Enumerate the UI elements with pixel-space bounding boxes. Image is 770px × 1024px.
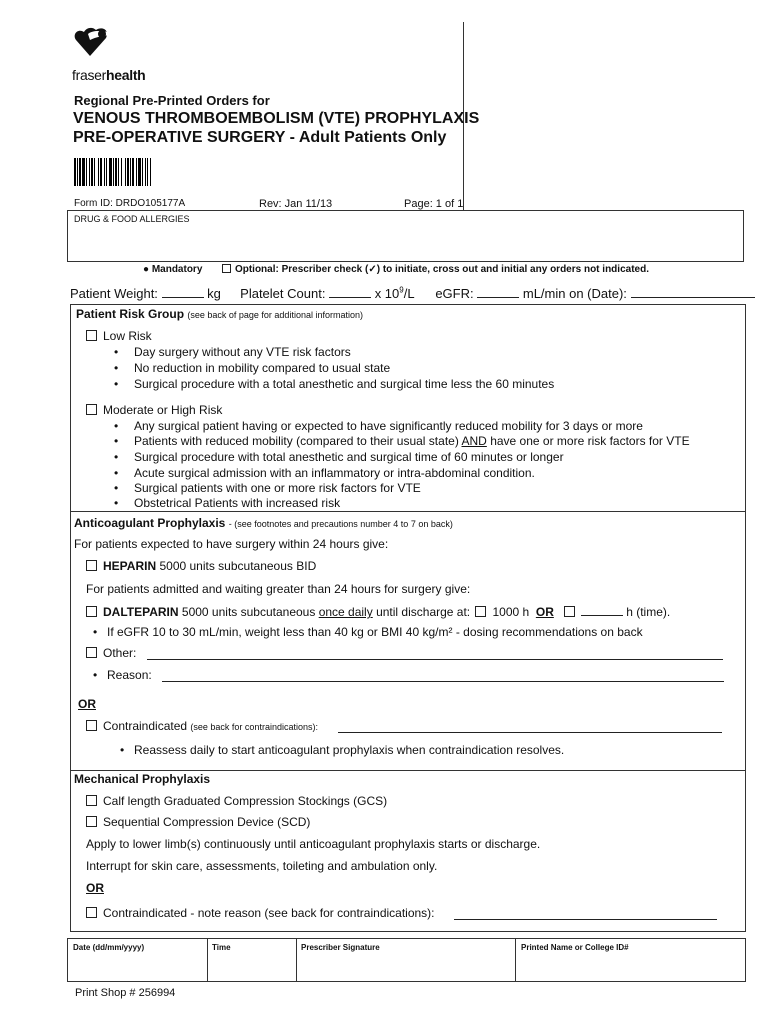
weight-unit: kg: [207, 286, 221, 301]
signature-table: [67, 938, 746, 982]
high-risk-option[interactable]: [86, 403, 222, 417]
admitted-note: For patients admitted and waiting greater than 24 hours for surgery give:: [86, 582, 471, 596]
gcs-option[interactable]: [86, 794, 387, 808]
risk-group-heading: [76, 307, 363, 321]
platelet-field[interactable]: [329, 285, 371, 298]
barcode-graphic: [74, 158, 202, 186]
egfr-date-field[interactable]: [631, 285, 755, 298]
mech-contra-label: Contraindicated - note reason (see back for contraindications):: [103, 906, 435, 920]
reason-field[interactable]: [162, 681, 724, 682]
other-option[interactable]: [86, 646, 136, 660]
risk-group-title: Patient Risk Group: [76, 307, 185, 321]
anticoag-contra-option[interactable]: [86, 719, 318, 733]
platelet-unit-a: x 10: [374, 286, 400, 301]
gcs-label: Calf length Graduated Compression Stockings (GCS): [103, 794, 388, 808]
h-time-label: h (time).: [626, 605, 671, 619]
mech-apply: Apply to lower limb(s) continuously until anticoagulant prophylaxis starts or discharge.: [86, 837, 541, 851]
section-divider-2: [70, 770, 745, 771]
risk-group-note: (see back of page for additional information): [187, 310, 363, 320]
anticoag-or: OR: [78, 697, 96, 711]
mandatory-bullet-icon: ●: [143, 264, 150, 275]
allergies-label: DRUG & FOOD ALLERGIES: [74, 214, 190, 224]
optional-checkbox-icon: [222, 264, 231, 273]
print-shop-number: Print Shop # 256994: [75, 987, 176, 999]
form-title-line2: PRE-OPERATIVE SURGERY - Adult Patients Only: [73, 129, 447, 146]
dalteparin-dose-b: until discharge at:: [376, 605, 471, 619]
gcs-checkbox[interactable]: [86, 795, 97, 806]
mech-or: OR: [86, 881, 104, 895]
anticoag-contra-checkbox[interactable]: [86, 720, 97, 731]
dalteparin-or: OR: [535, 605, 554, 619]
printed-name-column[interactable]: Printed Name or College ID#: [521, 943, 629, 952]
fraserhealth-logo: [72, 26, 146, 83]
heparin-dose: 5000 units subcutaneous BID: [159, 559, 317, 573]
egfr-label: eGFR:: [435, 286, 474, 301]
weight-label: Patient Weight:: [70, 286, 158, 301]
time-column[interactable]: Time: [212, 943, 231, 952]
dalteparin-name: DALTEPARIN: [103, 605, 179, 619]
platelet-unit-b: /L: [403, 286, 415, 301]
dalteparin-once-daily: once daily: [318, 605, 373, 619]
custom-time-checkbox[interactable]: [564, 606, 575, 617]
time-1000-label: 1000 h: [492, 605, 530, 619]
revision: Rev: Jan 11/13: [259, 198, 333, 210]
anticoag-contra-note: (see back for contraindications):: [190, 722, 318, 732]
low-risk-checkbox[interactable]: [86, 330, 97, 341]
dalteparin-dose-a: 5000 units subcutaneous: [181, 605, 316, 619]
low-risk-label: Low Risk: [103, 329, 152, 343]
anticoag-heading: [74, 516, 453, 530]
time-1000-checkbox[interactable]: [475, 606, 486, 617]
high-risk-item: • Surgical procedure with total anesthetic and surgical time of 60 minutes or longer: [114, 450, 564, 464]
weight-field[interactable]: [162, 285, 204, 298]
page-number: Page: 1 of 1: [404, 198, 464, 210]
high-risk-item: • Surgical patients with one or more risk factors for VTE: [114, 481, 421, 495]
reason-row: • Reason:: [93, 668, 152, 682]
egfr-unit: mL/min on (Date):: [522, 286, 627, 301]
logo-text-fraser: fraser: [72, 67, 106, 83]
other-field[interactable]: [147, 659, 723, 660]
form-subtitle: Regional Pre-Printed Orders for: [74, 93, 270, 108]
section-divider-1: [70, 511, 745, 512]
patient-info-row: [70, 285, 755, 301]
allergies-box[interactable]: [67, 210, 744, 262]
low-risk-item: • Day surgery without any VTE risk factors: [114, 345, 351, 359]
mech-interrupt: Interrupt for skin care, assessments, toileting and ambulation only.: [86, 859, 438, 873]
high-risk-label: Moderate or High Risk: [103, 403, 223, 417]
high-risk-checkbox[interactable]: [86, 404, 97, 415]
low-risk-item: • Surgical procedure with a total anesthetic and surgical time less the 60 minutes: [114, 377, 555, 391]
dalteparin-checkbox[interactable]: [86, 606, 97, 617]
mech-contra-field[interactable]: [454, 919, 717, 920]
heparin-checkbox[interactable]: [86, 560, 97, 571]
scd-checkbox[interactable]: [86, 816, 97, 827]
scd-label: Sequential Compression Device (SCD): [103, 815, 311, 829]
anticoag-title: Anticoagulant Prophylaxis: [74, 516, 226, 530]
high-risk-item: • Obstetrical Patients with increased risk: [114, 496, 341, 510]
barcode: [74, 158, 202, 191]
dalteparin-option[interactable]: [86, 603, 670, 619]
heart-logo-icon: [72, 26, 132, 62]
high-risk-item: • Patients with reduced mobility (compared to their usual state) AND have one or more risk factors for VTE: [114, 434, 690, 448]
egfr-dosing-note: • If eGFR 10 to 30 mL/min, weight less than 40 kg or BMI 40 kg/m² - dosing recommendations on back: [93, 625, 643, 639]
form-id: Form ID: DRDO105177A: [74, 198, 186, 209]
anticoag-contra-field[interactable]: [338, 732, 722, 733]
prescriber-signature-column[interactable]: Prescriber Signature: [301, 943, 380, 952]
logo-text-health: health: [106, 67, 146, 83]
date-column[interactable]: Date (dd/mm/yyyy): [73, 943, 145, 952]
mech-contra-option[interactable]: [86, 906, 435, 920]
legend: [143, 264, 649, 275]
mech-title: Mechanical Prophylaxis: [74, 772, 211, 786]
platelet-unit-sup: 9: [399, 285, 404, 295]
low-risk-item: • No reduction in mobility compared to usual state: [114, 361, 391, 375]
anticoag-intro: For patients expected to have surgery within 24 hours give:: [74, 537, 389, 551]
heparin-name: HEPARIN: [103, 559, 157, 573]
other-label: Other:: [103, 646, 137, 660]
legend-mandatory: Mandatory: [151, 264, 203, 275]
custom-time-field[interactable]: [581, 603, 623, 616]
anticoag-contra-label: Contraindicated: [103, 719, 188, 733]
high-risk-item: • Any surgical patient having or expected to have significantly reduced mobility for 3 days or more: [114, 419, 643, 433]
legend-optional: Optional: Prescriber check (✓) to initiate, cross out and initial any orders not indicated.: [234, 264, 649, 275]
low-risk-option[interactable]: [86, 329, 152, 343]
heparin-option[interactable]: [86, 559, 316, 573]
platelet-label: Platelet Count:: [240, 286, 326, 301]
mech-contra-checkbox[interactable]: [86, 907, 97, 918]
scd-option[interactable]: [86, 815, 310, 829]
high-risk-item: • Acute surgical admission with an inflammatory or intra-abdominal condition.: [114, 466, 535, 480]
reassess-note: • Reassess daily to start anticoagulant prophylaxis when contraindication resolves.: [120, 743, 565, 757]
anticoag-note: - (see footnotes and precautions number 4 to 7 on back): [228, 519, 453, 529]
other-checkbox[interactable]: [86, 647, 97, 658]
form-title-line1: VENOUS THROMBOEMBOLISM (VTE) PROPHYLAXIS: [73, 110, 480, 127]
egfr-field[interactable]: [477, 285, 519, 298]
reason-label: Reason:: [107, 668, 152, 682]
